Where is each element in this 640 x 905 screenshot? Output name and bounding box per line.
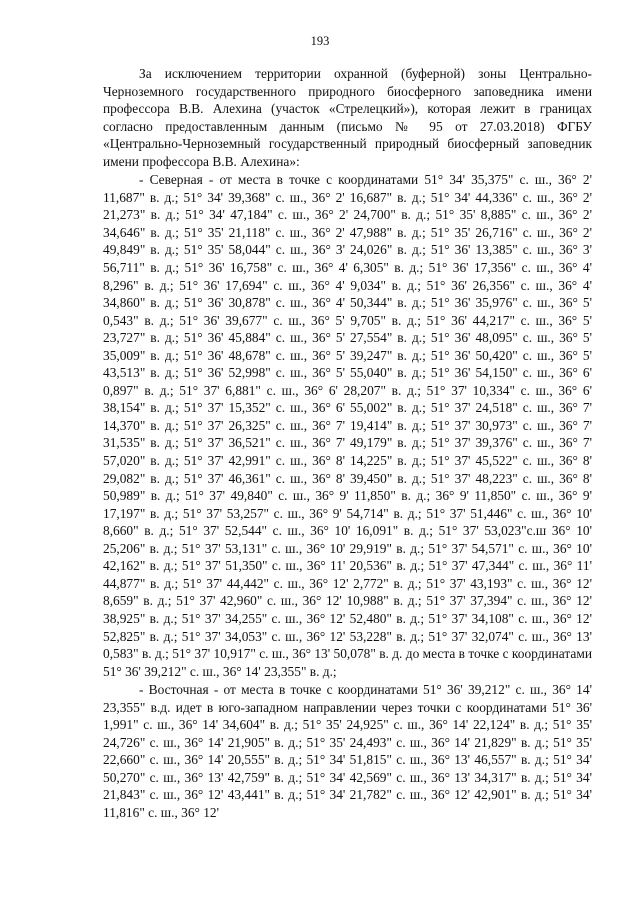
intro-paragraph: За исключением территории охранной (буферной) зоны Центрально-Черноземного государственного природного биосферного заповедника имени профессора В.В. Алехина (участок «Стрелецкий»), которая лежит в границах согласно предоставленным данным (письмо № 95 от 27.03.2018) ФГБУ «Центрально-Черноземный государственный природный биосферный заповедник имени профессора В.В. Алехина»:: [103, 66, 592, 169]
page-number: 193: [310, 34, 330, 48]
northern-boundary-paragraph: - Северная - от места в точке с координатами 51° 34' 35,375" с. ш., 36° 2' 11,687" в. д.; 51° 34' 39,368" с. ш., 36° 2' 16,687" в. д.; 51° 34' 44,336" с. ш., 36° 2' 21,273" в. д.; 51° 34' 47,184" с. ш., 36° 2' 24,700" в. д.; 51° 35' 8,885" с. ш., 36° 2' 34,646" в. д.; 51° 35' 21,118" с. ш., 36° 2' 47,988" в. д.; 51° 35' 26,716" с. ш., 36° 2' 49,849" в. д.; 51° 35' 58,044" с. ш., 36° 3' 24,026" в. д.; 51° 36' 13,385" с. ш., 36° 3' 56,711" в. д.; 51° 36' 16,758" с. ш., 36° 4' 6,305" в. д.; 51° 36' 17,356" с. ш., 36° 4' 8,296" в. д.; 51° 36' 17,694" с. ш., 36° 4' 9,034" в. д.; 51° 36' 26,356" с. ш., 36° 4' 34,860" в. д.; 51° 36' 30,878" с. ш., 36° 4' 50,344" в. д.; 51° 36' 35,976" с. ш., 36° 5' 0,543" в. д.; 51° 36' 39,677" с. ш., 36° 5' 9,705" в. д.; 51° 36' 44,217" с. ш., 36° 5' 23,727" в. д.; 51° 36' 45,884" с. ш., 36° 5' 27,554" в. д.; 51° 36' 48,095" с. ш., 36° 5' 35,009" в. д.; 51° 36' 48,678" с. ш., 36° 5' 39,247" в. д.; 51° 36' 50,420" с. ш., 36° 5' 43,513" в. д.; 51° 36' 52,998" с. ш., 36° 5' 55,040" в. д.; 51° 36' 54,150" с. ш., 36° 6' 0,897" в. д.; 51° 37' 6,881" с. ш., 36° 6' 28,207" в. д.; 51° 37' 10,334" с. ш., 36° 6' 38,154" в. д.; 51° 37' 15,352" с. ш., 36° 6' 55,002" в. д.; 51° 37' 24,518" с. ш., 36° 7' 14,370" в. д.; 51° 37' 26,325" с. ш., 36° 7' 19,414" в. д.; 51° 37' 30,973" с. ш., 36° 7' 31,535" в. д.; 51° 37' 36,521" с. ш., 36° 7' 49,179" в. д.; 51° 37' 39,376" с. ш., 36° 7' 57,020" в. д.; 51° 37' 42,991" с. ш., 36° 8' 14,225" в. д.; 51° 37' 45,522" с. ш., 36° 8' 29,082" в. д.; 51° 37' 46,361" с. ш., 36° 8' 39,450" в. д.; 51° 37' 48,223" с. ш., 36° 8' 50,989" в. д.; 51° 37' 49,840" с. ш., 36° 9' 11,850" в. д.; 36° 9' 11,850" с. ш., 36° 9' 17,197" в. д.; 51° 37' 53,257" с. ш., 36° 9' 54,714" в. д.; 51° 37' 51,446" с. ш., 36° 10' 8,660" в. д.; 51° 37' 52,544" с. ш., 36° 10' 16,091" в. д.; 51° 37' 53,023"с.ш 36° 10' 25,206" в. д.; 51° 37' 53,131" с. ш., 36° 10' 29,919" в. д.; 51° 37' 54,571" с. ш., 36° 10' 42,162" в. д.; 51° 37' 51,350" с. ш., 36° 11' 20,536" в. д.; 51° 37' 47,344" с. ш., 36° 11' 44,877" в. д.; 51° 37' 44,442" с. ш., 36° 12' 2,772" в. д.; 51° 37' 43,193" с. ш., 36° 12' 8,659" в. д.; 51° 37' 42,960" с. ш., 36° 12' 10,988" в. д.; 51° 37' 37,394" с. ш., 36° 12' 38,925" в. д.; 51° 37' 34,255" с. ш., 36° 12' 52,480" в. д.; 51° 37' 34,108" с. ш., 36° 12' 52,825" в. д.; 51° 37' 34,053" с. ш., 36° 12' 53,228" в. д.; 51° 37' 32,074" с. ш., 36° 13' 0,583" в. д.; 51° 37' 10,917" с. ш., 36° 13' 50,078" в. д. до места в точке с координатами 51° 36' 39,212" с. ш., 36° 14' 23,355" в. д.;: [103, 172, 592, 679]
eastern-boundary-paragraph: - Восточная - от места в точке с координатами 51° 36' 39,212" с. ш., 36° 14' 23,355" в.д. идет в юго-западном направлении через точки с координатами 51° 36' 1,991" с. ш., 36° 14' 34,604" в. д.; 51° 35' 24,925" с. ш., 36° 14' 22,124" в. д.; 51° 35' 24,726" с. ш., 36° 14' 21,905" в. д.; 51° 35' 24,493" с. ш., 36° 14' 21,829" в. д.; 51° 35' 22,660" с. ш., 36° 14' 20,555" в. д.; 51° 34' 51,815" с. ш., 36° 13' 46,557" в. д.; 51° 34' 50,270" с. ш., 36° 13' 42,759" в. д.; 51° 34' 42,569" с. ш., 36° 13' 34,317" в. д.; 51° 34' 21,843" с. ш., 36° 12' 43,441" в. д.; 51° 34' 21,782" с. ш., 36° 12' 42,901" в. д.; 51° 34' 11,816" с. ш., 36° 12': [103, 682, 592, 820]
